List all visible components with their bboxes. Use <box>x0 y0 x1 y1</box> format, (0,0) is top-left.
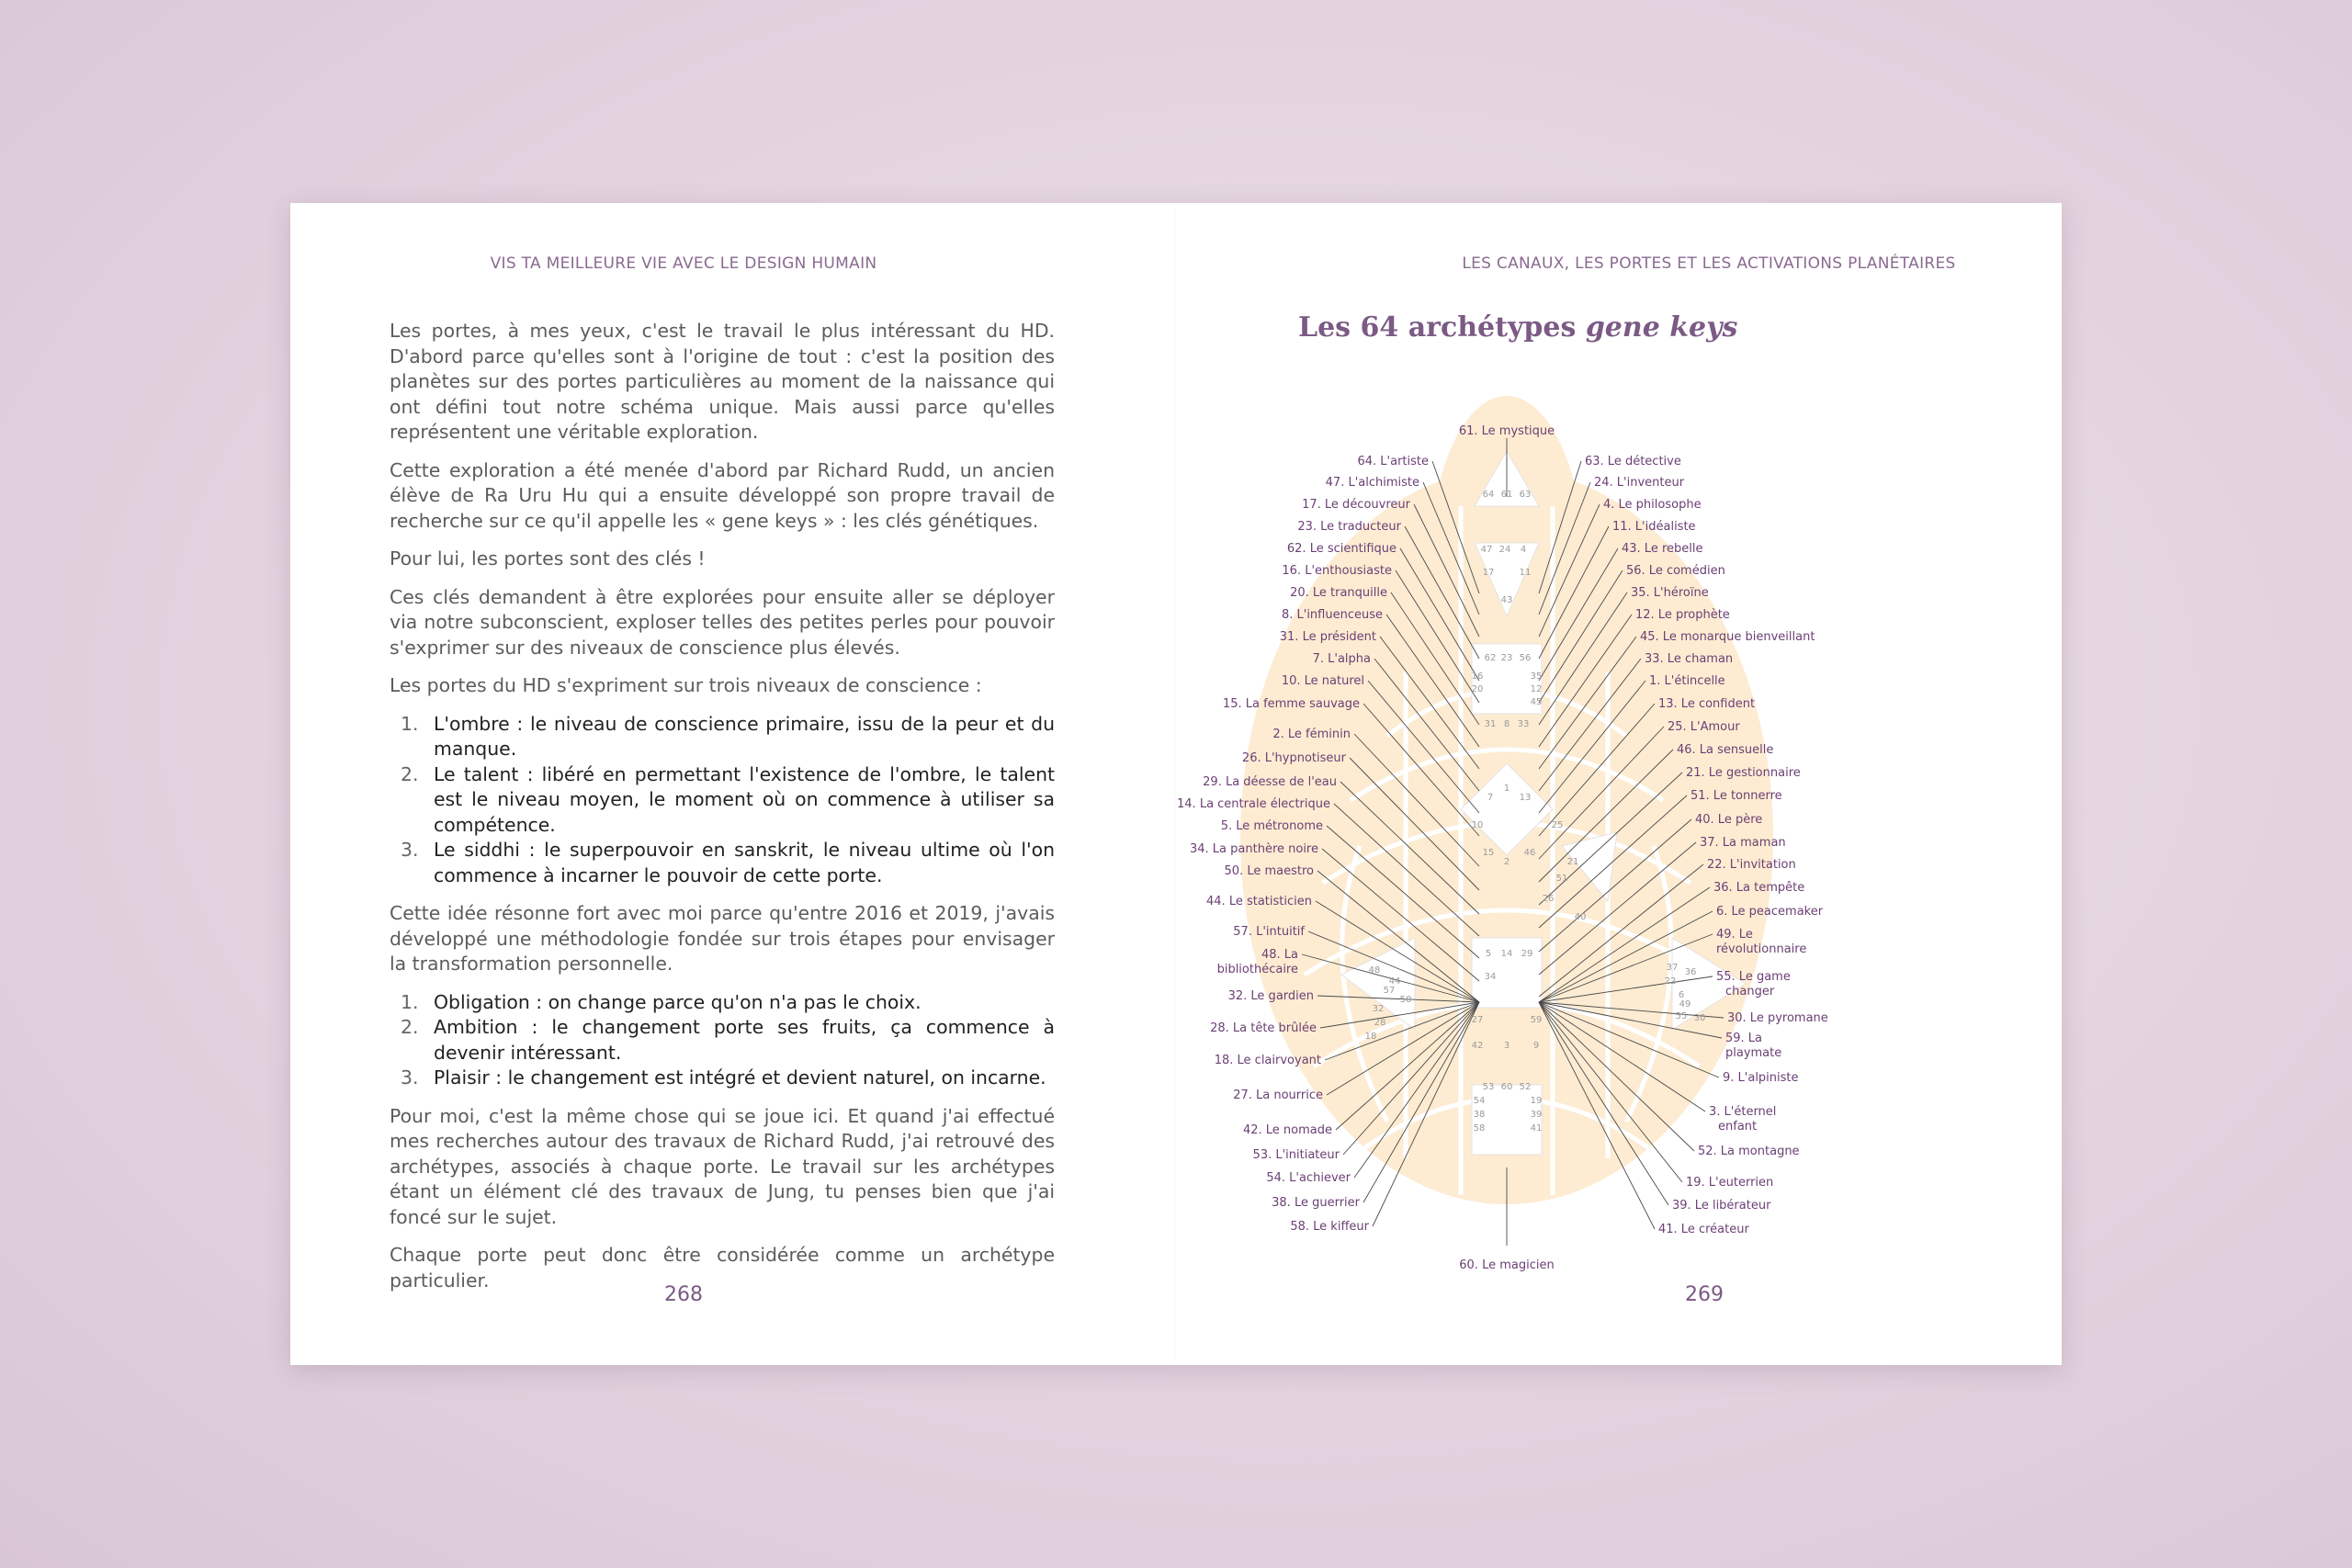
paragraph: Pour lui, les portes sont des clés ! <box>390 547 706 570</box>
archetype-label: révolutionnaire <box>1716 942 1807 956</box>
gate-number: 6 <box>1678 990 1685 1000</box>
paragraph: Cette exploration a été menée d'abord par Richard Rudd, un ancien élève de Ra Uru Hu qui a ensuite développé son propre travail de recherche sur ce qu'il appelle les « gene keys » : les clés génétiques. <box>390 458 1055 532</box>
archetype-label: 11. L'idéaliste <box>1612 520 1696 534</box>
archetype-label: 58. Le kiffeur <box>1290 1220 1369 1234</box>
archetype-label: 44. Le statisticien <box>1206 895 1312 908</box>
gate-number: 11 <box>1519 568 1532 578</box>
title-plain: Les 64 archétypes <box>1298 311 1586 344</box>
gate-number: 42 <box>1471 1041 1484 1051</box>
archetype-label: 30. Le pyromane <box>1727 1011 1828 1025</box>
gate-number: 45 <box>1530 697 1543 707</box>
gate-number: 29 <box>1521 949 1533 959</box>
right-running-head: LES CANAUX, LES PORTES ET LES ACTIVATIONS PLANÉTAIRES <box>1462 254 1956 273</box>
archetype-label: playmate <box>1725 1046 1782 1060</box>
gate-number: 15 <box>1482 848 1495 858</box>
gate-number: 37 <box>1666 963 1679 973</box>
gate-number: 49 <box>1679 999 1691 1010</box>
gate-number: 53 <box>1482 1082 1495 1092</box>
page-title <box>1298 311 1737 344</box>
gate-number: 62 <box>1484 653 1497 663</box>
archetype-label: 6. Le peacemaker <box>1716 905 1824 919</box>
gate-number: 20 <box>1471 684 1484 694</box>
archetype-label: 55. Le game <box>1716 970 1791 984</box>
gate-number: 50 <box>1399 995 1412 1005</box>
gate-number: 28 <box>1374 1018 1386 1028</box>
gate-number: 21 <box>1566 857 1579 867</box>
list-text: Plaisir : le changement est intégré et devient naturel, on incarne. <box>434 1066 1046 1089</box>
archetype-label: 10. Le naturel <box>1281 674 1364 688</box>
gate-number: 39 <box>1530 1110 1543 1120</box>
list-text: Ambition : le changement porte ses fruits, ça commence à devenir intéressant. <box>434 1016 1055 1064</box>
gate-number: 26 <box>1542 894 1555 904</box>
gate-number: 55 <box>1675 1011 1688 1021</box>
paragraph: Ces clés demandent à être explorées pour ensuite aller se déployer via notre subconscient, exploser telles des petites perles pour pouvoir s'exprimer sur des niveaux de conscience plus élevés. <box>390 585 1055 659</box>
archetype-label: 7. L'alpha <box>1312 652 1371 666</box>
archetype-label: 4. Le philosophe <box>1603 498 1702 512</box>
gate-number: 18 <box>1364 1032 1377 1042</box>
gate-number: 48 <box>1368 965 1381 976</box>
archetype-label: 29. La déesse de l'eau <box>1203 775 1337 789</box>
list-item <box>390 712 1055 762</box>
archetype-label: 57. L'intuitif <box>1233 925 1305 939</box>
gate-number: 3 <box>1503 1041 1510 1051</box>
gate-number: 2 <box>1503 857 1510 867</box>
left-running-head: VIS TA MEILLEURE VIE AVEC LE DESIGN HUMAIN <box>490 254 877 273</box>
gate-number: 54 <box>1473 1096 1486 1106</box>
bodygraph-diagram <box>1176 368 2062 1287</box>
archetype-label: 33. Le chaman <box>1645 652 1734 666</box>
archetype-label: 43. Le rebelle <box>1622 542 1703 556</box>
gate-number: 63 <box>1519 490 1532 500</box>
archetype-label: 8. L'influenceuse <box>1281 608 1383 622</box>
gate-number: 36 <box>1684 967 1697 977</box>
gate-number: 10 <box>1471 820 1484 830</box>
archetype-label: 34. La panthère noire <box>1190 842 1318 856</box>
transformation-steps-list <box>390 990 1055 1091</box>
archetype-label: 40. Le père <box>1695 813 1763 827</box>
list-item <box>390 990 1055 1016</box>
list-text: Obligation : on change parce qu'on n'a pas le choix. <box>434 990 922 1013</box>
archetype-label: 49. Le <box>1716 928 1753 942</box>
list-item <box>390 1066 1055 1091</box>
archetype-label: 5. Le métronome <box>1220 819 1323 833</box>
gate-number: 40 <box>1574 912 1587 922</box>
gate-number: 1 <box>1503 784 1510 794</box>
left-page-number: 268 <box>664 1283 703 1306</box>
gate-number: 12 <box>1530 684 1543 694</box>
archetype-label: 47. L'alchimiste <box>1325 476 1419 490</box>
list-number: 1. <box>401 990 419 1013</box>
archetype-label: 31. Le président <box>1279 630 1376 644</box>
archetype-label: 56. Le comédien <box>1626 564 1725 578</box>
gate-number: 58 <box>1473 1123 1486 1134</box>
archetype-label: 59. La <box>1725 1032 1763 1045</box>
gate-number: 8 <box>1503 719 1510 729</box>
gate-number: 24 <box>1498 545 1511 555</box>
right-page <box>1176 203 2062 1365</box>
archetype-label: 51. Le tonnerre <box>1690 789 1782 803</box>
archetype-label: 1. L'étincelle <box>1649 674 1725 688</box>
gate-number: 31 <box>1484 719 1497 729</box>
archetype-label: 60. Le magicien <box>1459 1258 1555 1272</box>
archetype-label: 14. La centrale électrique <box>1177 797 1330 811</box>
right-page-number: 269 <box>1685 1283 1724 1306</box>
gate-number: 60 <box>1500 1082 1513 1092</box>
archetype-label: 64. L'artiste <box>1357 455 1429 468</box>
gate-number: 30 <box>1693 1013 1706 1023</box>
archetype-label: 19. L'euterrien <box>1686 1176 1774 1190</box>
gate-number: 43 <box>1500 595 1513 605</box>
archetype-label: 42. Le nomade <box>1242 1123 1332 1137</box>
archetype-label: 38. Le guerrier <box>1272 1196 1360 1210</box>
archetype-label: 50. Le maestro <box>1224 864 1314 878</box>
archetype-label: 26. L'hypnotiseur <box>1241 751 1346 765</box>
left-page <box>290 203 1176 1365</box>
archetype-label: 62. Le scientifique <box>1286 542 1396 556</box>
archetype-label: 28. La tête brûlée <box>1210 1021 1317 1035</box>
paragraph: Cette idée résonne fort avec moi parce qu'entre 2016 et 2019, j'avais développé une méthodologie fondée sur trois étapes pour envisager la transformation personnelle. <box>390 902 1055 975</box>
gate-number: 38 <box>1473 1110 1486 1120</box>
archetype-label: 37. La maman <box>1700 836 1786 850</box>
gate-number: 32 <box>1372 1004 1385 1014</box>
title-italic: gene keys <box>1585 311 1738 344</box>
gate-number: 52 <box>1519 1082 1532 1092</box>
gate-number: 19 <box>1530 1096 1543 1106</box>
archetype-label: 61. Le mystique <box>1458 424 1555 438</box>
gate-number: 17 <box>1482 568 1495 578</box>
list-number: 2. <box>401 1016 419 1038</box>
archetype-label: 48. La <box>1261 948 1298 962</box>
consciousness-levels-list <box>390 712 1055 889</box>
archetype-label: 63. Le détective <box>1585 455 1681 468</box>
gate-number: 59 <box>1530 1015 1543 1025</box>
list-item <box>390 838 1055 888</box>
archetype-label: 3. L'éternel <box>1709 1105 1777 1119</box>
list-number: 3. <box>401 1066 419 1089</box>
gate-number: 57 <box>1383 986 1396 996</box>
archetype-label: 21. Le gestionnaire <box>1686 766 1801 780</box>
archetype-label: 17. Le découvreur <box>1302 498 1410 512</box>
gate-number: 13 <box>1519 793 1532 803</box>
archetype-label: 45. Le monarque bienveillant <box>1640 630 1815 644</box>
archetype-label: 25. L'Amour <box>1668 720 1740 734</box>
archetype-label: 12. Le prophète <box>1635 608 1730 622</box>
gate-number: 4 <box>1520 545 1527 555</box>
gate-number: 7 <box>1487 793 1494 803</box>
gate-number: 44 <box>1388 976 1401 987</box>
archetype-label: 13. Le confident <box>1658 697 1756 711</box>
gate-number: 16 <box>1471 671 1484 682</box>
gate-number: 27 <box>1471 1015 1484 1025</box>
archetype-label: 23. Le traducteur <box>1297 520 1401 534</box>
list-number: 1. <box>401 712 419 735</box>
left-body-text <box>390 319 1055 1306</box>
list-text: Le siddhi : le superpouvoir en sanskrit, le niveau ultime où l'on commence à incarner le pouvoir de cette porte. <box>434 839 1055 886</box>
list-number: 2. <box>401 762 419 785</box>
archetype-label: 24. L'inventeur <box>1594 476 1685 490</box>
gate-number: 34 <box>1484 972 1497 982</box>
gate-number: 51 <box>1555 874 1568 884</box>
archetype-label: 32. Le gardien <box>1227 989 1314 1003</box>
archetype-label: 46. La sensuelle <box>1677 743 1774 757</box>
gate-number: 23 <box>1500 653 1513 663</box>
gate-number: 22 <box>1664 976 1677 987</box>
archetype-label: 22. L'invitation <box>1707 858 1796 872</box>
paragraph: Pour moi, c'est la même chose qui se joue ici. Et quand j'ai effectué mes recherches autour des travaux de Richard Rudd, j'ai retrouvé des archétypes, associés à chaque porte. Le travail sur les archétypes étant un élément clé des travaux de Jung, tu penses bien que j'ai foncé sur le sujet. <box>390 1104 1055 1228</box>
archetype-label: enfant <box>1718 1120 1758 1134</box>
gate-number: 25 <box>1551 820 1564 830</box>
gate-number: 33 <box>1517 719 1530 729</box>
archetype-label: 53. L'initiateur <box>1252 1148 1340 1162</box>
archetype-label: 39. Le libérateur <box>1672 1199 1771 1213</box>
archetype-label: 9. L'alpiniste <box>1723 1071 1799 1085</box>
book-spread <box>290 203 2062 1365</box>
paragraph: Les portes du HD s'expriment sur trois niveaux de conscience : <box>390 674 982 696</box>
list-text: Le talent : libéré en permettant l'existence de l'ombre, le talent est le niveau moyen, le moment où on commence à utiliser sa compétence. <box>434 762 1055 836</box>
archetype-label: bibliothécaire <box>1216 963 1298 976</box>
paragraph: Les portes, à mes yeux, c'est le travail le plus intéressant du HD. D'abord parce qu'elles sont à l'origine de tout : c'est la position des planètes sur des portes particulières au moment de la naissance qui ont défini tout notre schéma unique. Mais aussi parce qu'elles représentent une véritable exploration. <box>390 320 1055 443</box>
archetype-label: 52. La montagne <box>1698 1145 1800 1158</box>
gate-number: 14 <box>1500 949 1513 959</box>
archetype-label: 36. La tempête <box>1713 881 1805 895</box>
list-item <box>390 762 1055 839</box>
list-number: 3. <box>401 839 419 861</box>
archetype-label: changer <box>1725 985 1775 998</box>
gate-number: 56 <box>1519 653 1532 663</box>
archetype-label: 20. Le tranquille <box>1290 586 1387 600</box>
gate-number: 5 <box>1485 949 1492 959</box>
gate-number: 41 <box>1530 1123 1543 1134</box>
archetype-label: 2. Le féminin <box>1272 728 1351 741</box>
archetype-label: 54. L'achiever <box>1266 1171 1351 1185</box>
gate-number: 9 <box>1532 1041 1540 1051</box>
archetype-label: 16. L'enthousiaste <box>1282 564 1392 578</box>
gate-number: 47 <box>1480 545 1493 555</box>
gate-number: 64 <box>1482 490 1495 500</box>
archetype-label: 15. La femme sauvage <box>1222 697 1360 711</box>
gate-number: 35 <box>1530 671 1543 682</box>
list-text: L'ombre : le niveau de conscience primaire, issu de la peur et du manque. <box>434 712 1055 760</box>
paragraph: Chaque porte peut donc être considérée comme un archétype particulier. <box>390 1244 1055 1292</box>
archetype-label: 41. Le créateur <box>1658 1223 1749 1236</box>
gate-number: 46 <box>1523 848 1536 858</box>
gate-number: 61 <box>1500 490 1513 500</box>
archetype-label: 27. La nourrice <box>1233 1089 1323 1102</box>
archetype-label: 18. Le clairvoyant <box>1214 1054 1321 1067</box>
archetype-label: 35. L'héroïne <box>1631 586 1709 600</box>
list-item <box>390 1015 1055 1066</box>
